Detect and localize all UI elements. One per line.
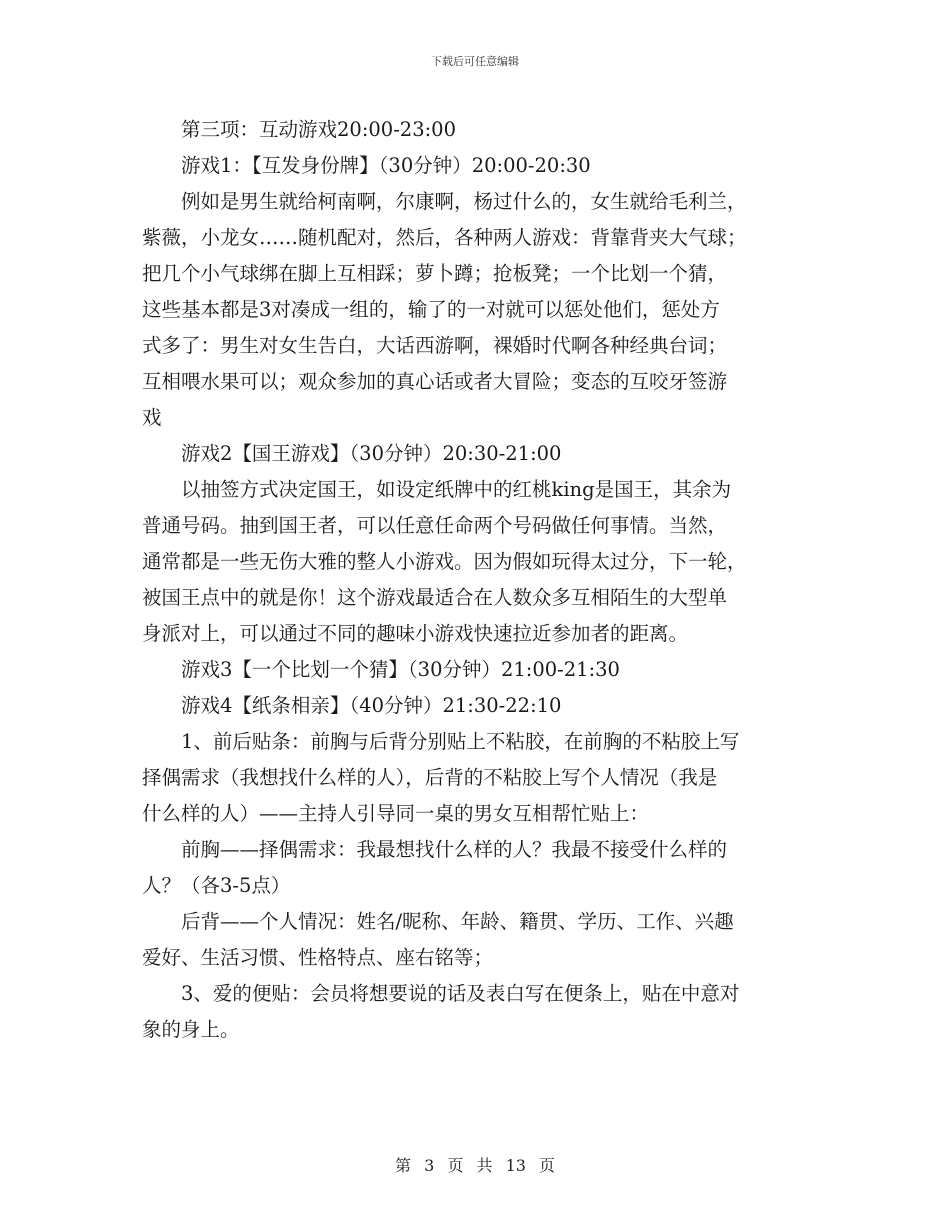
page-footer (0, 1153, 950, 1176)
step-3-paragraph (142, 976, 814, 1048)
text-line: 互相喂水果可以；观众参加的真心话或者大冒险；变态的互咬牙签游 (142, 370, 728, 393)
text-line: 被国王点中的就是你！这个游戏最适合在人数众多互相陌生的大型单 (142, 586, 728, 609)
text-line: 1、前后贴条：前胸与后背分别贴上不粘胶，在前胸的不粘胶上写 (181, 730, 740, 753)
text-line: 把几个小气球绑在脚上互相踩；萝卜蹲；抢板凳；一个比划一个猜， (142, 262, 728, 285)
footer-prefix: 第 (394, 1156, 411, 1175)
text-line: 象的身上。 (142, 1018, 240, 1041)
text-line: 择偶需求（我想找什么样的人），后背的不粘胶上写个人情况（我是 (142, 766, 718, 789)
game-2-description (142, 472, 814, 652)
game-4-heading: 游戏4【纸条相亲】（40分钟）21:30-22:10 (181, 694, 562, 717)
back-paragraph (142, 904, 814, 976)
text-line: 3、爱的便贴：会员将想要说的话及表白写在便条上，贴在中意对 (181, 982, 740, 1005)
text-line: 紫薇，小龙女……随机配对，然后，各种两人游戏：背靠背夹大气球； (142, 226, 747, 249)
text-line: 前胸——择偶需求：我最想找什么样的人？我最不接受什么样的 (181, 838, 728, 861)
text-line: 通常都是一些无伤大雅的整人小游戏。因为假如玩得太过分，下一轮， (142, 550, 747, 573)
text-line: 例如是男生就给柯南啊，尔康啊，杨过什么的，女生就给毛利兰， (181, 190, 747, 213)
step-1-paragraph (142, 724, 814, 832)
text-line: 普通号码。抽到国王者，可以任意任命两个号码做任何事情。当然， (142, 514, 728, 537)
document-body (142, 112, 814, 1048)
text-line: 什么样的人）——主持人引导同一桌的男女互相帮忙贴上： (142, 802, 650, 825)
footer-page-word: 页 (447, 1156, 464, 1175)
text-line: 以抽签方式决定国王，如设定纸牌中的红桃king是国王，其余为 (181, 478, 732, 501)
page-number: 3 (424, 1156, 435, 1175)
section-heading: 第三项：互动游戏20:00-23:00 (181, 118, 456, 141)
page-total: 13 (505, 1156, 526, 1175)
text-line: 戏 (142, 406, 162, 429)
text-line: 人？（各3-5点） (142, 874, 291, 897)
game-1-heading: 游戏1：【互发身份牌】（30分钟）20:00-20:30 (181, 154, 591, 177)
text-line: 后背——个人情况：姓名/昵称、年龄、籍贯、学历、工作、兴趣 (181, 910, 734, 933)
chest-paragraph (142, 832, 814, 904)
footer-total-word: 共 (476, 1156, 493, 1175)
game-2-heading: 游戏2【国王游戏】（30分钟）20:30-21:00 (181, 442, 562, 465)
page-header: 下载后可任意编辑 (431, 55, 519, 68)
game-1-description (142, 184, 814, 436)
footer-suffix: 页 (539, 1156, 556, 1175)
game-3-heading: 游戏3【一个比划一个猜】（30分钟）21:00-21:30 (181, 658, 620, 681)
text-line: 这些基本都是3对凑成一组的，输了的一对就可以惩处他们，惩处方 (142, 298, 720, 321)
text-line: 爱好、生活习惯、性格特点、座右铭等； (142, 946, 494, 969)
text-line: 身派对上，可以通过不同的趣味小游戏快速拉近参加者的距离。 (142, 622, 689, 645)
text-line: 式多了：男生对女生告白，大话西游啊，裸婚时代啊各种经典台词； (142, 334, 728, 357)
